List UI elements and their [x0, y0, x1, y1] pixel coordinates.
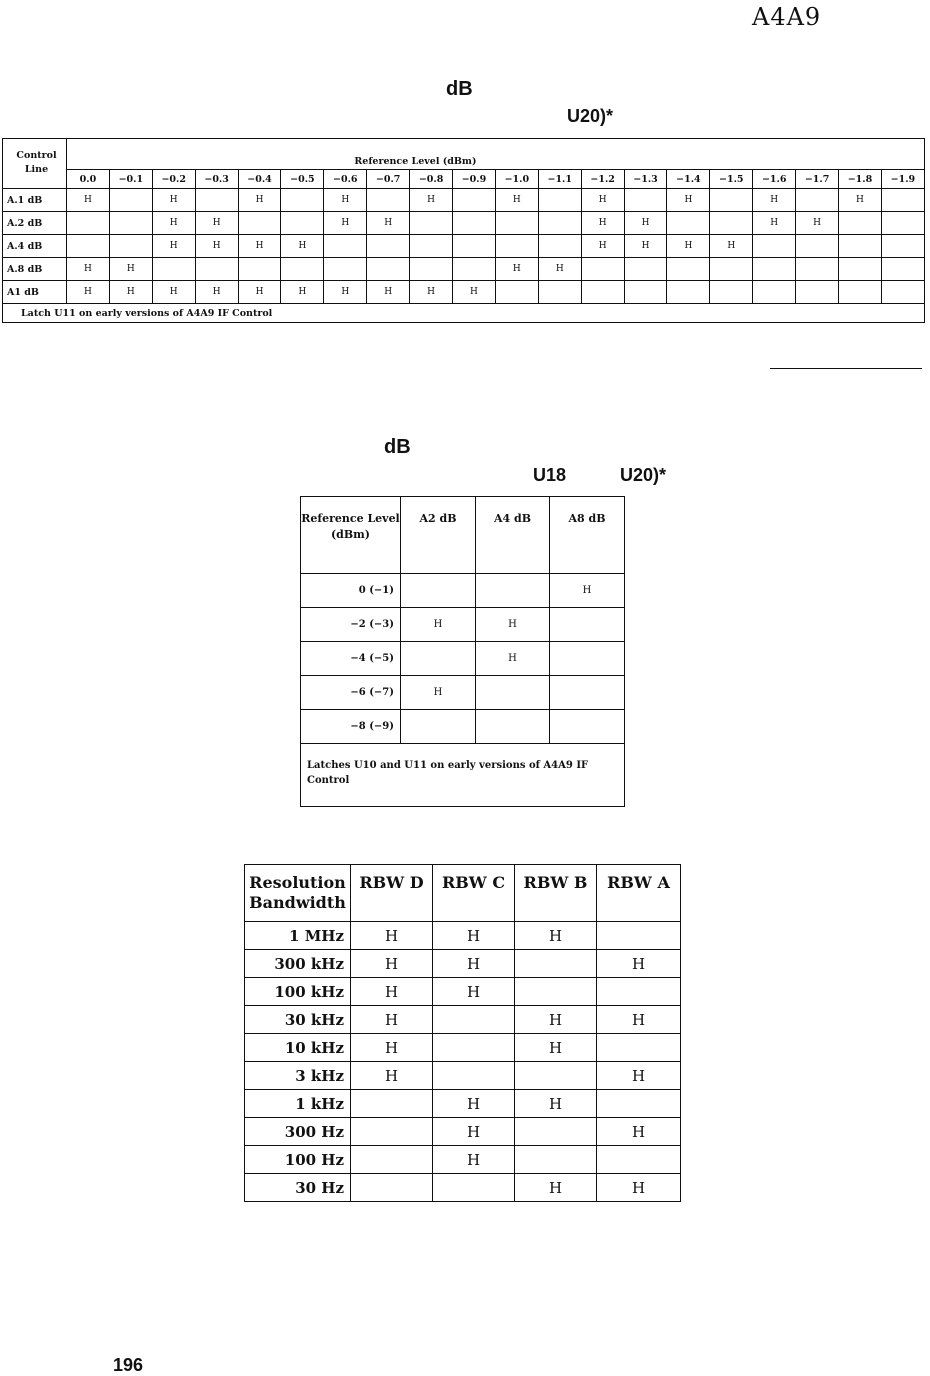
reference-level-cell: −0.7: [367, 170, 410, 189]
table-row: [301, 642, 625, 676]
latch-state-cell: [667, 212, 710, 235]
latch-state-cell: [710, 258, 753, 281]
rbw-state-cell: H: [597, 1118, 681, 1146]
rbw-state-cell: [597, 1034, 681, 1062]
latch-state-cell: [839, 235, 882, 258]
latch-state-cell: [581, 258, 624, 281]
rbw-state-cell: [351, 1118, 433, 1146]
latch-state-cell: [710, 212, 753, 235]
latch-state-cell: [839, 212, 882, 235]
resolution-bandwidth-label: 3 kHz: [245, 1062, 351, 1090]
latch-state-cell: H: [324, 212, 367, 235]
reference-level-cell: −0.2: [152, 170, 195, 189]
rbw-state-cell: [351, 1090, 433, 1118]
latch-state-cell: [881, 235, 924, 258]
rbw-state-cell: H: [351, 1006, 433, 1034]
rbw-state-cell: H: [597, 1062, 681, 1090]
table-row: [3, 189, 925, 212]
control-line-label: A.2 dB: [3, 212, 67, 235]
latch-state-cell: [796, 235, 839, 258]
reference-level-cell: −1.5: [710, 170, 753, 189]
latch-state-cell: H: [238, 281, 281, 304]
column-header: RBW C: [433, 865, 515, 922]
latch-state-cell: [401, 710, 476, 744]
latch-state-cell: H: [109, 281, 152, 304]
latch-state-cell: H: [453, 281, 496, 304]
table2-title-fragment: dB: [384, 436, 411, 458]
column-header: A4 dB: [476, 497, 550, 574]
rbw-state-cell: [515, 1146, 597, 1174]
latch-state-cell: H: [495, 189, 538, 212]
latch-state-cell: H: [152, 189, 195, 212]
table1-footnote: Latch U11 on early versions of A4A9 IF Control: [3, 304, 925, 323]
reference-level-cell: 0.0: [67, 170, 110, 189]
resolution-bandwidth-label: 10 kHz: [245, 1034, 351, 1062]
latch-state-cell: [67, 212, 110, 235]
reference-level-cell: −1.0: [495, 170, 538, 189]
latch-state-cell: H: [796, 212, 839, 235]
latch-state-cell: [410, 212, 453, 235]
latch-state-cell: [495, 235, 538, 258]
latch-state-cell: [281, 212, 324, 235]
reference-level-cell: −1.9: [881, 170, 924, 189]
rbw-state-cell: H: [433, 978, 515, 1006]
latch-state-cell: [495, 281, 538, 304]
table1-tail-rule: [770, 368, 922, 369]
reference-level-cell: −0.1: [109, 170, 152, 189]
latch-state-cell: [109, 235, 152, 258]
column-header: RBW D: [351, 865, 433, 922]
rbw-state-cell: [515, 1062, 597, 1090]
control-line-label: A.8 dB: [3, 258, 67, 281]
rbw-state-cell: H: [433, 950, 515, 978]
table-row: [301, 710, 625, 744]
latch-state-cell: [550, 642, 625, 676]
latch-state-cell: [410, 258, 453, 281]
latch-state-cell: [238, 212, 281, 235]
table-row: [245, 1146, 681, 1174]
resolution-bandwidth-label: 30 kHz: [245, 1006, 351, 1034]
latch-state-cell: H: [667, 235, 710, 258]
latch-state-cell: H: [67, 189, 110, 212]
latch-state-cell: H: [550, 574, 625, 608]
rbw-state-cell: H: [515, 1174, 597, 1202]
table1-subtitle-fragment: U20)*: [567, 106, 614, 126]
reference-level-cell: −1.8: [839, 170, 882, 189]
latch-state-cell: [753, 235, 796, 258]
rbw-state-cell: H: [515, 1090, 597, 1118]
rbw-state-cell: [597, 1146, 681, 1174]
latch-state-cell: H: [624, 235, 667, 258]
reference-level-label: −6 (−7): [301, 676, 401, 710]
reference-level-cell: −1.3: [624, 170, 667, 189]
resolution-bandwidth-label: 300 Hz: [245, 1118, 351, 1146]
resolution-bandwidth-label: 100 Hz: [245, 1146, 351, 1174]
reference-level-cell: −1.7: [796, 170, 839, 189]
latch-state-cell: H: [753, 189, 796, 212]
rbw-state-cell: [351, 1174, 433, 1202]
latch-state-cell: [401, 642, 476, 676]
latch-state-cell: [550, 676, 625, 710]
latch-state-cell: [624, 189, 667, 212]
resolution-bandwidth-label: 30 Hz: [245, 1174, 351, 1202]
rbw-state-cell: H: [515, 1034, 597, 1062]
latch-state-cell: [324, 235, 367, 258]
table-row: [245, 1006, 681, 1034]
control-line-label: A.1 dB: [3, 189, 67, 212]
latch-state-cell: [667, 281, 710, 304]
latch-state-cell: [710, 189, 753, 212]
latch-state-cell: [839, 281, 882, 304]
latch-state-cell: H: [581, 189, 624, 212]
latch-state-cell: H: [495, 258, 538, 281]
latch-state-cell: H: [839, 189, 882, 212]
rbw-state-cell: H: [597, 1174, 681, 1202]
latch-state-cell: H: [401, 608, 476, 642]
page-number: 196: [113, 1355, 144, 1375]
latch-state-cell: [796, 189, 839, 212]
reference-level-cell: −1.2: [581, 170, 624, 189]
rbw-state-cell: H: [597, 1006, 681, 1034]
rbw-state-cell: H: [351, 1062, 433, 1090]
latch-state-cell: [476, 710, 550, 744]
latch-state-cell: H: [401, 676, 476, 710]
reference-level-cell: −0.5: [281, 170, 324, 189]
reference-level-cell: −1.6: [753, 170, 796, 189]
latch-state-cell: [881, 189, 924, 212]
latch-state-cell: [881, 212, 924, 235]
reference-level-cell: −1.1: [538, 170, 581, 189]
rbw-state-cell: [515, 950, 597, 978]
latch-state-cell: H: [67, 281, 110, 304]
reference-level-header: Reference Level (dBm): [67, 139, 925, 170]
latch-state-cell: [796, 258, 839, 281]
latch-state-cell: [367, 189, 410, 212]
latch-state-cell: H: [710, 235, 753, 258]
latch-state-cell: H: [195, 212, 238, 235]
column-header: A8 dB: [550, 497, 625, 574]
reference-level-label: −8 (−9): [301, 710, 401, 744]
table-row: [245, 1062, 681, 1090]
latch-state-cell: [538, 281, 581, 304]
resolution-bandwidth-label: 300 kHz: [245, 950, 351, 978]
latch-state-cell: [281, 189, 324, 212]
latch-state-cell: [453, 212, 496, 235]
control-line-label: A1 dB: [3, 281, 67, 304]
latch-state-cell: [453, 258, 496, 281]
latch-state-cell: H: [195, 281, 238, 304]
latch-state-cell: [550, 608, 625, 642]
reference-level-cell: −0.9: [453, 170, 496, 189]
latch-state-cell: [796, 281, 839, 304]
table-row: [301, 608, 625, 642]
latch-state-cell: [581, 281, 624, 304]
reference-level-label: −2 (−3): [301, 608, 401, 642]
rbw-state-cell: H: [351, 978, 433, 1006]
latch-state-cell: H: [367, 212, 410, 235]
table2-subtitle-u18: U18: [533, 465, 567, 485]
reference-level-label: 0 (−1): [301, 574, 401, 608]
latch-state-cell: [839, 258, 882, 281]
latch-state-cell: [109, 189, 152, 212]
latch-state-cell: [538, 212, 581, 235]
table-row: [245, 1174, 681, 1202]
reference-level-cell: −0.3: [195, 170, 238, 189]
resolution-bandwidth-label: 1 kHz: [245, 1090, 351, 1118]
latch-state-cell: [401, 574, 476, 608]
reference-level-cell: −1.4: [667, 170, 710, 189]
table-row: [245, 978, 681, 1006]
reference-level-cell: −0.8: [410, 170, 453, 189]
latch-state-cell: [710, 281, 753, 304]
latch-state-cell: [624, 258, 667, 281]
rbw-state-cell: H: [433, 1090, 515, 1118]
column-header: Resolution Bandwidth: [245, 865, 351, 922]
table-row: [245, 1090, 681, 1118]
rbw-state-cell: H: [597, 950, 681, 978]
latch-state-cell: H: [624, 212, 667, 235]
latch-state-cell: H: [152, 212, 195, 235]
latch-state-cell: [538, 189, 581, 212]
rbw-state-cell: [515, 1118, 597, 1146]
latch-state-cell: [324, 258, 367, 281]
latch-state-cell: H: [581, 212, 624, 235]
rbw-state-cell: H: [351, 1034, 433, 1062]
rbw-state-cell: [597, 922, 681, 950]
rbw-state-cell: [433, 1006, 515, 1034]
latch-state-cell: H: [152, 281, 195, 304]
reference-level-cell: −0.4: [238, 170, 281, 189]
table-row: [3, 281, 925, 304]
latch-state-cell: [538, 235, 581, 258]
latch-state-cell: [453, 235, 496, 258]
rbw-state-cell: H: [351, 950, 433, 978]
rbw-state-cell: H: [351, 922, 433, 950]
rbw-state-cell: [515, 978, 597, 1006]
latch-state-cell: [550, 710, 625, 744]
latch-state-cell: H: [324, 281, 367, 304]
latch-state-cell: H: [67, 258, 110, 281]
column-header: Reference Level (dBm): [301, 497, 401, 574]
latch-state-cell: H: [476, 608, 550, 642]
latch-state-cell: H: [410, 189, 453, 212]
column-header: A2 dB: [401, 497, 476, 574]
latch-state-cell: H: [281, 235, 324, 258]
table2-subtitle-u20: U20)*: [620, 465, 667, 485]
latch-state-cell: H: [476, 642, 550, 676]
resolution-bandwidth-label: 1 MHz: [245, 922, 351, 950]
latch-state-cell: [753, 258, 796, 281]
latch-state-cell: H: [753, 212, 796, 235]
table-row: [301, 676, 625, 710]
table-row: [3, 258, 925, 281]
latch-state-cell: H: [109, 258, 152, 281]
table-row: [245, 922, 681, 950]
latch-state-cell: [476, 574, 550, 608]
latch-state-cell: [624, 281, 667, 304]
rbw-state-cell: [351, 1146, 433, 1174]
control-line-label: A.4 dB: [3, 235, 67, 258]
table-row: [3, 212, 925, 235]
latch-state-cell: [495, 212, 538, 235]
resolution-bandwidth-table: [244, 864, 681, 1202]
latch-state-cell: [109, 212, 152, 235]
rbw-state-cell: H: [433, 1146, 515, 1174]
reference-level-cell: −0.6: [324, 170, 367, 189]
latch-state-cell: [881, 258, 924, 281]
latch-state-cell: [67, 235, 110, 258]
column-header: RBW B: [515, 865, 597, 922]
latch-state-cell: [281, 258, 324, 281]
latch-state-cell: H: [410, 281, 453, 304]
latch-state-cell: [152, 258, 195, 281]
latch-state-cell: H: [152, 235, 195, 258]
column-header: RBW A: [597, 865, 681, 922]
latch-state-cell: [881, 281, 924, 304]
table-row: [245, 1034, 681, 1062]
table1-title-fragment: dB: [446, 78, 473, 100]
latch-state-cell: [410, 235, 453, 258]
latch-state-cell: H: [238, 189, 281, 212]
rbw-state-cell: [597, 978, 681, 1006]
table2-footnote: Latches U10 and U11 on early versions of A4A9 IF Control: [301, 744, 625, 807]
latch-state-cell: H: [195, 235, 238, 258]
reference-level-label: −4 (−5): [301, 642, 401, 676]
table-row: [3, 235, 925, 258]
latch-state-cell: H: [538, 258, 581, 281]
latch-state-cell: H: [581, 235, 624, 258]
table-row: [245, 1118, 681, 1146]
rbw-state-cell: H: [515, 922, 597, 950]
reference-level-coarse-table: [300, 496, 625, 807]
reference-level-fine-table: [2, 138, 925, 323]
latch-state-cell: H: [238, 235, 281, 258]
latch-state-cell: [476, 676, 550, 710]
header-code: A4A9: [752, 3, 822, 31]
latch-state-cell: [453, 189, 496, 212]
rbw-state-cell: H: [433, 1118, 515, 1146]
latch-state-cell: H: [281, 281, 324, 304]
latch-state-cell: [667, 258, 710, 281]
table-row: [245, 950, 681, 978]
latch-state-cell: [238, 258, 281, 281]
rbw-state-cell: H: [515, 1006, 597, 1034]
latch-state-cell: [195, 189, 238, 212]
rbw-state-cell: H: [433, 922, 515, 950]
latch-state-cell: [367, 258, 410, 281]
rbw-state-cell: [433, 1174, 515, 1202]
latch-state-cell: [367, 235, 410, 258]
latch-state-cell: [195, 258, 238, 281]
table-row: [301, 574, 625, 608]
rbw-state-cell: [433, 1034, 515, 1062]
control-line-header: Control Line: [3, 139, 67, 189]
latch-state-cell: H: [367, 281, 410, 304]
latch-state-cell: H: [667, 189, 710, 212]
resolution-bandwidth-label: 100 kHz: [245, 978, 351, 1006]
rbw-state-cell: [597, 1090, 681, 1118]
rbw-state-cell: [433, 1062, 515, 1090]
latch-state-cell: H: [324, 189, 367, 212]
latch-state-cell: [753, 281, 796, 304]
